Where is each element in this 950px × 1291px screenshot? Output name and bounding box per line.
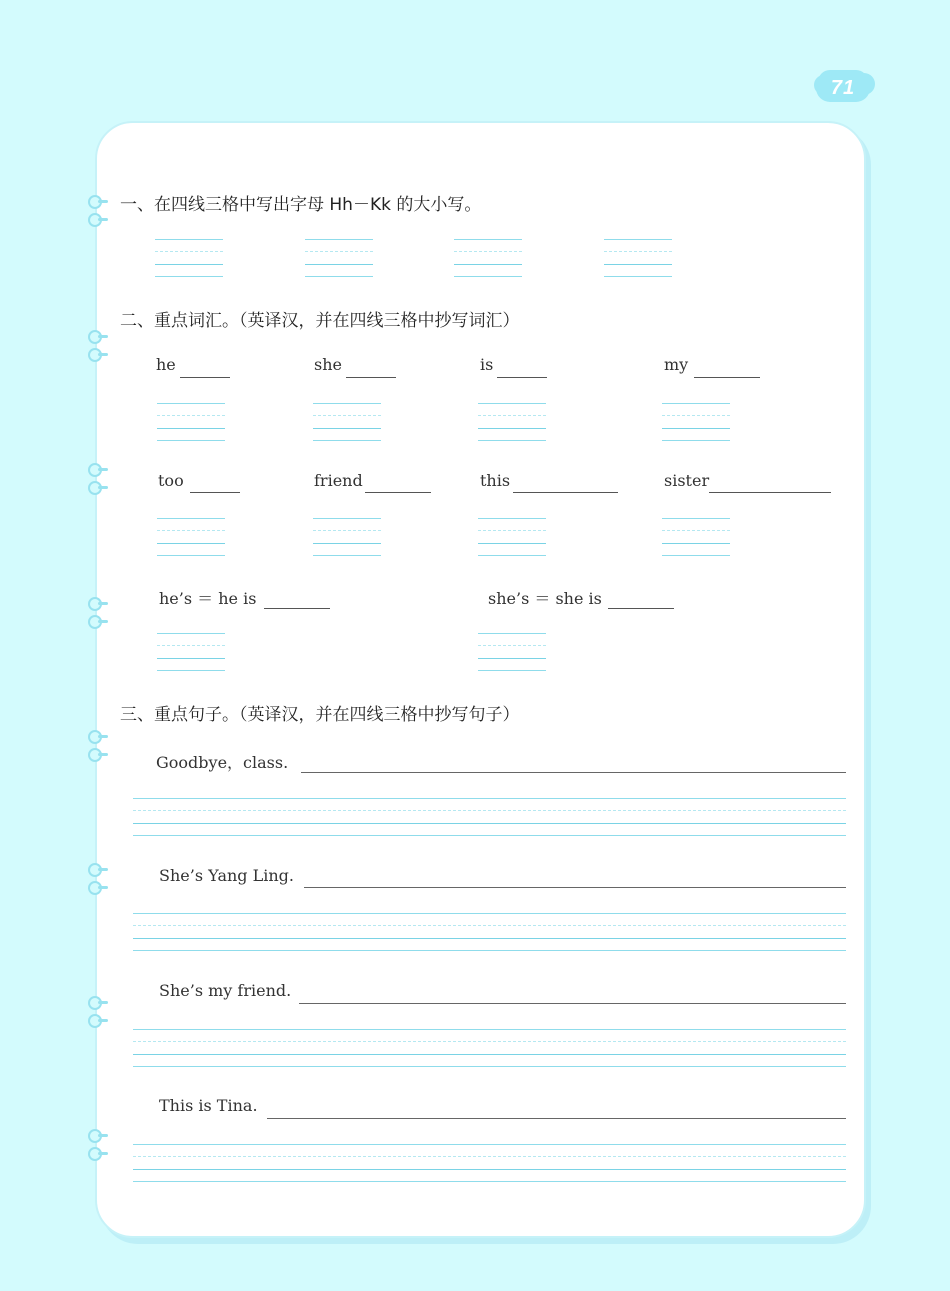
ring-icon <box>88 730 102 744</box>
vocab-word: too <box>158 471 184 490</box>
page-number-badge: 71 <box>816 74 870 102</box>
contraction-phrase: he’s ＝ he is <box>159 589 257 608</box>
ring-icon <box>88 213 102 227</box>
translation-blank[interactable] <box>497 377 547 378</box>
translation-blank[interactable] <box>180 377 230 378</box>
translation-blank[interactable] <box>608 608 674 609</box>
ring-icon <box>88 195 102 209</box>
word-writing-grid[interactable] <box>662 518 730 556</box>
vocab-word: this <box>480 471 511 490</box>
word-writing-grid[interactable] <box>313 403 381 441</box>
key-sentence: This is Tina. <box>159 1096 258 1115</box>
ring-icon <box>88 1014 102 1028</box>
vocab-word: friend <box>314 471 363 490</box>
word-writing-grid[interactable] <box>157 633 225 671</box>
word-writing-grid[interactable] <box>157 518 225 556</box>
ring-icon <box>88 463 102 477</box>
translation-line[interactable] <box>267 1118 846 1119</box>
word-writing-grid[interactable] <box>157 403 225 441</box>
ring-icon <box>88 1129 102 1143</box>
vocab-word: she <box>314 355 342 374</box>
word-writing-grid[interactable] <box>478 633 546 671</box>
translation-line[interactable] <box>304 887 846 888</box>
section-2-heading: 二、重点词汇。（英译汉，并在四线三格中抄写词汇） <box>120 311 520 331</box>
ring-icon <box>88 1147 102 1161</box>
key-sentence: She’s my friend. <box>159 981 292 1000</box>
key-sentence: She’s Yang Ling. <box>159 866 294 885</box>
key-sentence: Goodbye，class. <box>156 753 289 772</box>
translation-line[interactable] <box>299 1003 846 1004</box>
letter-writing-grid[interactable] <box>305 239 373 277</box>
word-writing-grid[interactable] <box>478 403 546 441</box>
sentence-writing-grid[interactable] <box>133 798 846 836</box>
section-3-heading: 三、重点句子。（英译汉，并在四线三格中抄写句子） <box>120 705 520 725</box>
word-writing-grid[interactable] <box>478 518 546 556</box>
ring-icon <box>88 881 102 895</box>
translation-blank[interactable] <box>694 377 760 378</box>
letter-writing-grid[interactable] <box>604 239 672 277</box>
vocab-word: sister <box>664 471 710 490</box>
translation-blank[interactable] <box>264 608 330 609</box>
translation-blank[interactable] <box>709 492 831 493</box>
vocab-word: is <box>480 355 494 374</box>
ring-icon <box>88 481 102 495</box>
sentence-writing-grid[interactable] <box>133 913 846 951</box>
worksheet-card <box>95 121 866 1238</box>
word-writing-grid[interactable] <box>662 403 730 441</box>
ring-icon <box>88 748 102 762</box>
ring-icon <box>88 996 102 1010</box>
vocab-word: he <box>156 355 176 374</box>
sentence-writing-grid[interactable] <box>133 1029 846 1067</box>
sentence-writing-grid[interactable] <box>133 1144 846 1182</box>
letter-writing-grid[interactable] <box>155 239 223 277</box>
translation-blank[interactable] <box>513 492 618 493</box>
vocab-word: my <box>664 355 689 374</box>
translation-blank[interactable] <box>365 492 431 493</box>
contraction-phrase: she’s ＝ she is <box>488 589 602 608</box>
ring-icon <box>88 863 102 877</box>
ring-icon <box>88 597 102 611</box>
word-writing-grid[interactable] <box>313 518 381 556</box>
translation-line[interactable] <box>301 772 846 773</box>
section-1-heading: 一、在四线三格中写出字母 Hh－Kk 的大小写。 <box>120 195 482 215</box>
letter-writing-grid[interactable] <box>454 239 522 277</box>
ring-icon <box>88 615 102 629</box>
translation-blank[interactable] <box>190 492 240 493</box>
ring-icon <box>88 348 102 362</box>
translation-blank[interactable] <box>346 377 396 378</box>
ring-icon <box>88 330 102 344</box>
